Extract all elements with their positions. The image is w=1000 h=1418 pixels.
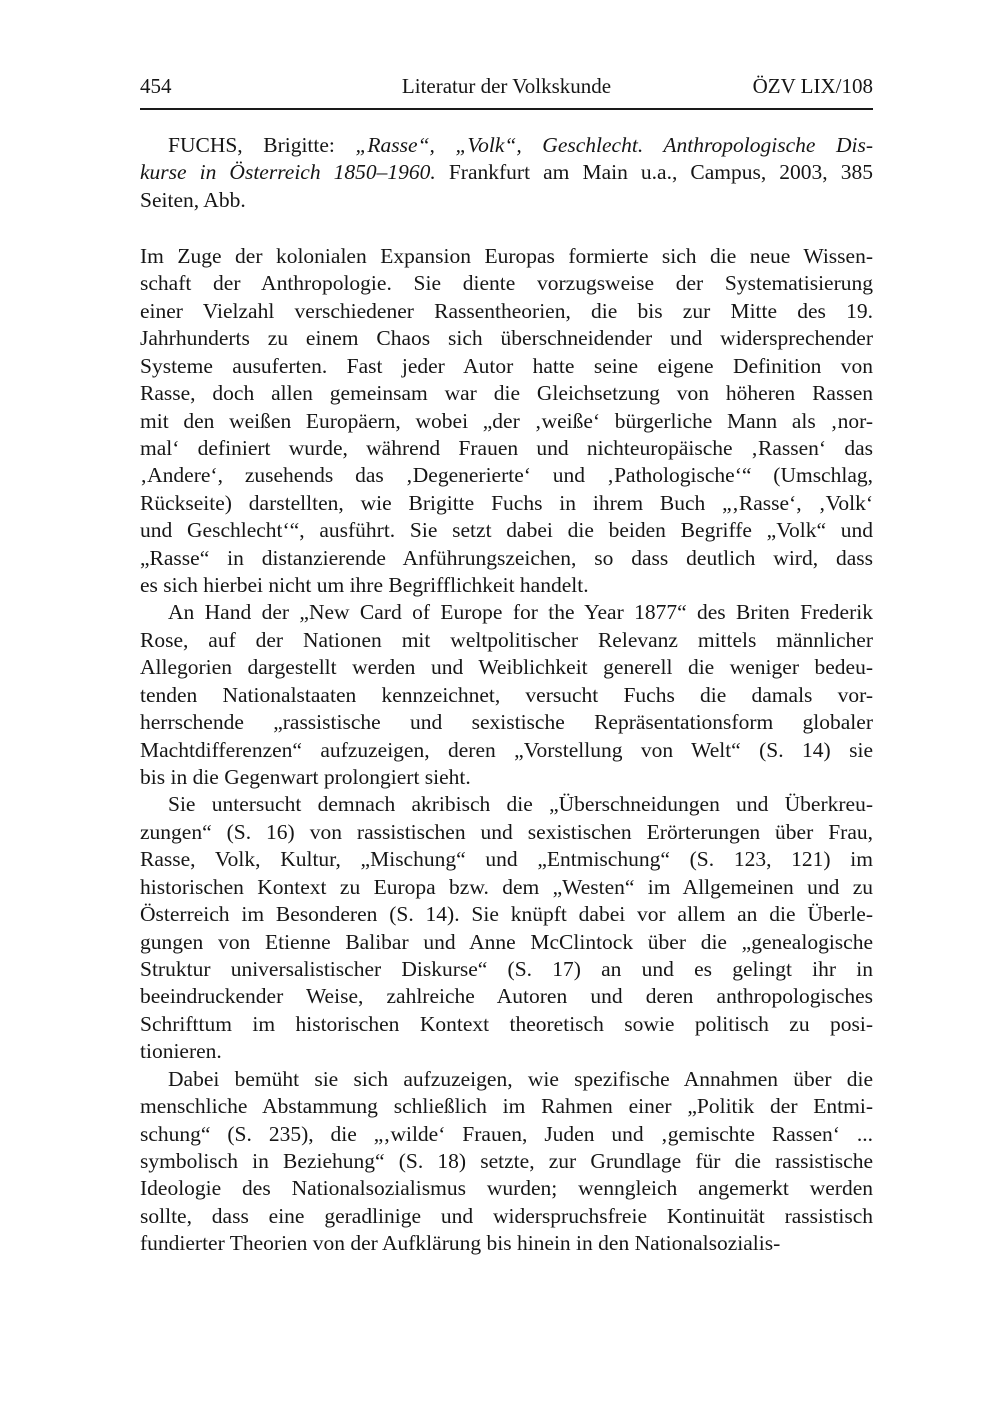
text-segment: sollte, dass eine geradlinige und widerspruchsfreie Kontinuität rassistisch [140, 1203, 873, 1228]
text-segment: Rückseite) darstellten, wie Brigitte Fuchs in ihrem Buch „‚Rasse‘, ‚Volk‘ [140, 490, 873, 515]
text-segment: ‚Andere‘, zusehends das ‚Degenerierte‘ und ‚Pathologische‘“ (Umschlag, [140, 463, 873, 488]
text-segment: Allegorien dargestellt werden und Weiblichkeit generell die weniger bedeu- [140, 655, 873, 680]
text-line [140, 325, 873, 352]
journal-issue: ÖZV LIX/108 [752, 74, 873, 98]
text-segment: Frankfurt am Main u.a., Campus, 2003, 385 [435, 160, 873, 185]
text-segment: Dabei bemüht sie sich aufzuzeigen, wie spezifische Annahmen über die [168, 1066, 873, 1091]
book-citation [140, 132, 873, 214]
text-segment: schaft der Anthropologie. Sie diente vorzugsweise der Systematisierung [140, 271, 873, 296]
text-line [140, 187, 873, 214]
text-line [140, 1038, 873, 1065]
text-line [140, 901, 873, 928]
text-line [140, 791, 873, 818]
text-segment: herrschende „rassistische und sexistische Repräsentationsform globaler [140, 710, 873, 735]
text-line [140, 654, 873, 681]
text-segment: tenden Nationalstaaten kennzeichnet, versucht Fuchs die damals vor- [140, 682, 873, 707]
text-segment: An Hand der „New Card of Europe for the Year 1877“ des Briten Frederik [168, 600, 873, 625]
text-segment: Im Zuge der kolonialen Expansion Europas formierte sich die neue Wissen- [140, 244, 873, 268]
text-line [140, 517, 873, 544]
text-line [140, 132, 873, 159]
text-line [140, 1230, 873, 1257]
text-line [140, 709, 873, 736]
text-line [140, 1011, 873, 1038]
text-segment: mit den weißen Europäern, wobei „der ‚weiße‘ bürgerliche Mann als ‚nor- [140, 408, 873, 433]
italic-text-segment: kurse in Österreich 1850–1960. [140, 160, 436, 185]
text-line [140, 462, 873, 489]
text-line [140, 243, 873, 270]
text-line [140, 1093, 873, 1120]
text-segment: „Rasse“ in distanzierende Anführungszeichen, so dass deutlich wird, dass [140, 545, 873, 570]
text-line [140, 627, 873, 654]
italic-text-segment: „Rasse“, „Volk“, Geschlecht. Anthropologische Dis- [355, 133, 874, 157]
text-segment: mal‘ definiert wurde, während Frauen und nichteuropäische ‚Rassen‘ das [140, 435, 873, 460]
text-line [140, 1175, 873, 1202]
text-segment: fundierter Theorien von der Aufklärung bis hinein in den Nationalsozialis- [140, 1231, 781, 1256]
text-segment: Sie untersucht demnach akribisch die „Überschneidungen und Überkreu- [168, 792, 873, 817]
text-segment: einer Vielzahl verschiedener Rassentheorien, die bis zur Mitte des 19. [140, 298, 873, 323]
text-line [140, 298, 873, 325]
text-line [140, 159, 873, 186]
text-segment: Machtdifferenzen“ aufzuzeigen, deren „Vorstellung von Welt“ (S. 14) sie [140, 737, 873, 762]
text-line [140, 1203, 873, 1230]
text-segment: bis in die Gegenwart prolongiert sieht. [140, 765, 471, 790]
text-line [140, 270, 873, 297]
text-segment: zungen“ (S. 16) von rassistischen und sexistischen Erörterungen über Frau, [140, 819, 873, 844]
text-segment: Schrifttum im historischen Kontext theoretisch sowie politisch zu posi- [140, 1011, 873, 1036]
text-segment: Systeme ausuferten. Fast jeder Autor hatte seine eigene Definition von [140, 353, 873, 378]
text-segment: Struktur universalistischer Diskurse“ (S. 17) an und es gelingt ihr in [140, 956, 873, 981]
text-segment: Rasse, doch allen gemeinsam war die Gleichsetzung von höheren Rassen [140, 381, 873, 406]
text-segment: FUCHS, Brigitte: [168, 133, 356, 157]
text-segment: menschliche Abstammung schließlich im Rahmen einer „Politik der Entmi- [140, 1094, 873, 1119]
text-line [140, 1148, 873, 1175]
text-segment: gungen von Etienne Balibar und Anne McClintock über die „genealogische [140, 929, 873, 954]
text-segment: Seiten, Abb. [140, 187, 246, 212]
text-segment: tionieren. [140, 1039, 222, 1064]
text-segment: es sich hierbei nicht um ihre Begrifflichkeit handelt. [140, 573, 589, 598]
text-line [140, 819, 873, 846]
review-body [140, 243, 873, 1258]
text-segment: Österreich im Besonderen (S. 14). Sie knüpft dabei vor allem an die Überle- [140, 902, 873, 927]
text-segment: Jahrhunderts zu einem Chaos sich überschneidender und widersprechender [140, 326, 873, 351]
text-line [140, 353, 873, 380]
text-segment: Ideologie des Nationalsozialismus wurden; wenngleich angemerkt werden [140, 1176, 873, 1201]
paragraph [140, 791, 873, 1065]
text-line [140, 435, 873, 462]
running-title: Literatur der Volkskunde [401, 74, 612, 98]
text-line [140, 846, 873, 873]
text-line [140, 983, 873, 1010]
text-segment: Rose, auf der Nationen mit weltpolitischer Relevanz mittels männlicher [140, 627, 873, 652]
text-segment: und Geschlecht‘“, ausführt. Sie setzt dabei die beiden Begriffe „Volk“ und [140, 518, 873, 543]
text-line [140, 929, 873, 956]
text-line [140, 599, 873, 626]
header-rule [140, 108, 873, 110]
text-line [140, 380, 873, 407]
text-line [140, 490, 873, 517]
text-line [140, 682, 873, 709]
text-line [140, 764, 873, 791]
paragraph [140, 599, 873, 791]
text-line [140, 1121, 873, 1148]
text-line [140, 956, 873, 983]
text-segment: schung“ (S. 235), die „‚wilde‘ Frauen, Juden und ‚gemischte Rassen‘ ... [140, 1121, 873, 1146]
text-segment: beeindruckender Weise, zahlreiche Autoren und deren anthropologisches [140, 984, 873, 1009]
text-line [140, 572, 873, 599]
page-number: 454 [140, 74, 172, 98]
page-header [140, 74, 873, 100]
paragraph [140, 243, 873, 599]
text-line [140, 545, 873, 572]
text-line [140, 1066, 873, 1093]
text-line [140, 874, 873, 901]
text-line [140, 737, 873, 764]
text-segment: historischen Kontext zu Europa bzw. dem „Westen“ im Allgemeinen und zu [140, 874, 873, 899]
paragraph [140, 1066, 873, 1258]
text-segment: symbolisch in Beziehung“ (S. 18) setzte, zur Grundlage für die rassistische [140, 1148, 873, 1173]
text-segment: Rasse, Volk, Kultur, „Mischung“ und „Entmischung“ (S. 123, 121) im [140, 847, 873, 872]
text-line [140, 408, 873, 435]
